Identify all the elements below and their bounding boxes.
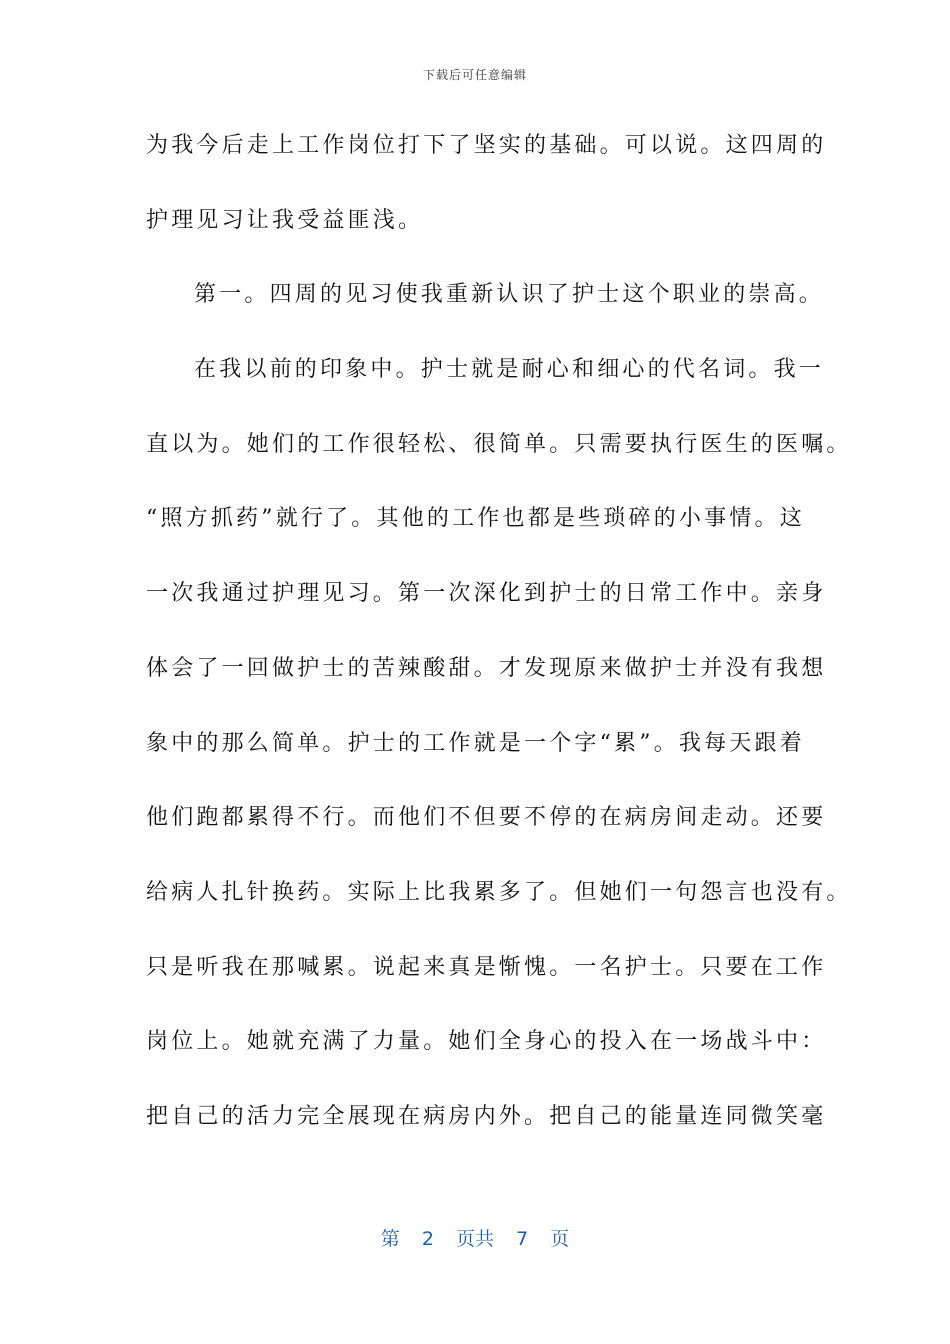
text-line: 只是听我在那喊累。说起来真是惭愧。一名护士。只要在工作 bbox=[146, 954, 827, 980]
text-line: 给病人扎针换药。实际上比我累多了。但她们一句怨言也没有。 bbox=[146, 879, 852, 905]
page-number: 2 bbox=[421, 1228, 434, 1250]
page-total: 7 bbox=[516, 1228, 529, 1250]
text-line: 象中的那么简单。护士的工作就是一个字“累”。我每天跟着 bbox=[146, 730, 805, 756]
text-line: 体会了一回做护士的苦辣酸甜。才发现原来做护士并没有我想 bbox=[146, 655, 827, 681]
page-footer bbox=[0, 1224, 950, 1251]
text-line: “照方抓药”就行了。其他的工作也都是些琐碎的小事情。这 bbox=[146, 506, 805, 532]
text-line: 直以为。她们的工作很轻松、很简单。只需要执行医生的医嘱。 bbox=[146, 431, 852, 457]
text-line: 为我今后走上工作岗位打下了坚实的基础。可以说。这四周的 bbox=[146, 133, 827, 158]
page-prefix: 第 bbox=[380, 1228, 400, 1250]
page-middle: 页共 bbox=[455, 1228, 494, 1250]
text-line: 护理见习让我受益匪浅。 bbox=[146, 207, 424, 233]
text-line: 第一。四周的见习使我重新认识了护士这个职业的崇高。 bbox=[194, 282, 825, 308]
body-text bbox=[146, 120, 852, 1166]
text-line: 岗位上。她就充满了力量。她们全身心的投入在一场战斗中： bbox=[146, 1029, 827, 1055]
page-header: 下载后可任意编辑 bbox=[422, 68, 527, 82]
text-line: 他们跑都累得不行。而他们不但要不停的在病房间走动。还要 bbox=[146, 805, 827, 831]
text-line: 一次我通过护理见习。第一次深化到护士的日常工作中。亲身 bbox=[146, 581, 827, 607]
page-suffix: 页 bbox=[550, 1228, 570, 1250]
text-line: 在我以前的印象中。护士就是耐心和细心的代名词。我一 bbox=[194, 357, 825, 383]
text-line: 把自己的活力完全展现在病房内外。把自己的能量连同微笑毫 bbox=[146, 1103, 827, 1129]
